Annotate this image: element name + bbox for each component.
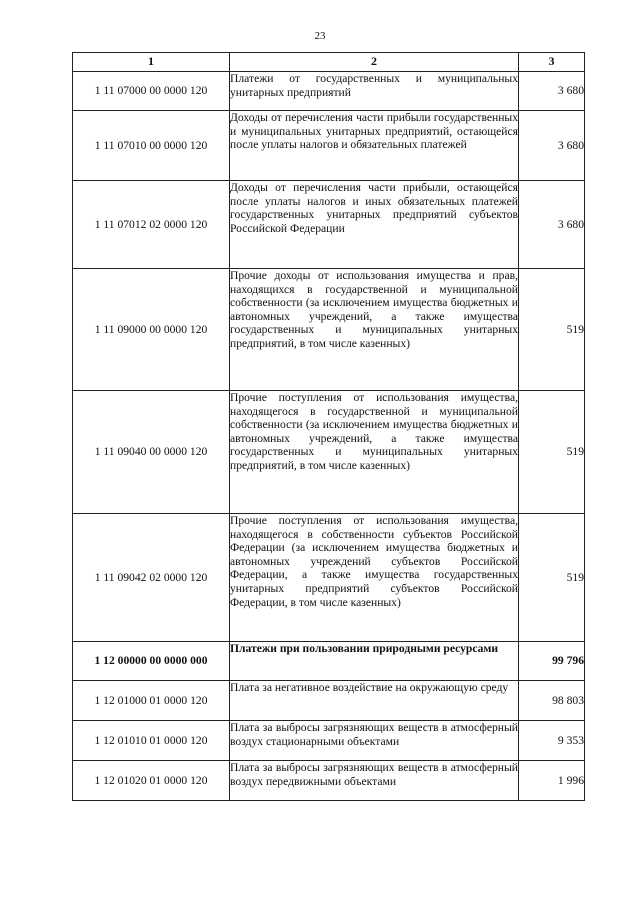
income-name-cell: Прочие поступления от использования имущества, находящегося в государственной и муниципальной собственности (за исключением имущества бюджетных и автономных учреждений, а также имущества государственных и муниципальных унитарных предприятий, в том числе казенных) [230, 391, 519, 514]
table-row [73, 391, 585, 514]
column-header-name: 2 [230, 53, 519, 72]
budget-code-cell: 1 12 01020 01 0000 120 [73, 761, 230, 801]
table-row [73, 721, 585, 761]
budget-code-cell: 1 12 01010 01 0000 120 [73, 721, 230, 761]
table-row [73, 269, 585, 391]
budget-code-cell: 1 11 09042 02 0000 120 [73, 514, 230, 642]
budget-code-cell: 1 11 07012 02 0000 120 [73, 181, 230, 269]
income-name-cell: Платежи от государственных и муниципальных унитарных предприятий [230, 72, 519, 111]
column-header-amount: 3 [519, 53, 585, 72]
income-name-cell: Плата за выбросы загрязняющих веществ в атмосферный воздух передвижными объектами [230, 761, 519, 801]
income-name-cell: Прочие доходы от использования имущества и прав, находящихся в государственной и муниципальной собственности (за исключением имущества бюджетных и автономных учреждений, а также имущества государственных и муниципальных унитарных предприятий, в том числе казенных) [230, 269, 519, 391]
budget-code-cell: 1 11 07010 00 0000 120 [73, 111, 230, 181]
income-name-cell: Плата за выбросы загрязняющих веществ в атмосферный воздух стационарными объектами [230, 721, 519, 761]
amount-cell: 3 680 [519, 111, 585, 181]
budget-code-cell: 1 11 09000 00 0000 120 [73, 269, 230, 391]
table-row [73, 681, 585, 721]
table-row [73, 642, 585, 681]
amount-cell: 1 996 [519, 761, 585, 801]
income-name-cell: Плата за негативное воздействие на окружающую среду [230, 681, 519, 721]
budget-code-cell: 1 11 07000 00 0000 120 [73, 72, 230, 111]
table-row [73, 111, 585, 181]
income-name-cell: Доходы от перечисления части прибыли, остающейся после уплаты налогов и иных обязательных платежей государственных унитарных предприятий субъектов Российской Федерации [230, 181, 519, 269]
income-name-cell: Прочие поступления от использования имущества, находящегося в собственности субъектов Российской Федерации (за исключением имущества бюджетных и автономных учреждений субъектов Российской Федерации, а также имущества государственных унитарных предприятий субъектов Российской Федерации, в том числе казенных) [230, 514, 519, 642]
table-row [73, 181, 585, 269]
amount-cell: 519 [519, 269, 585, 391]
page-number: 23 [314, 30, 326, 42]
income-name-cell: Доходы от перечисления части прибыли государственных и муниципальных унитарных предприятий, остающейся после уплаты налогов и обязательных платежей [230, 111, 519, 181]
amount-cell: 519 [519, 391, 585, 514]
column-header-code: 1 [73, 53, 230, 72]
income-name-cell: Платежи при пользовании природными ресурсами [230, 642, 519, 681]
table-row [73, 514, 585, 642]
budget-table [72, 52, 585, 801]
budget-code-cell: 1 12 00000 00 0000 000 [73, 642, 230, 681]
table-row [73, 72, 585, 111]
table-header-row [73, 53, 585, 72]
amount-cell: 3 680 [519, 72, 585, 111]
budget-code-cell: 1 11 09040 00 0000 120 [73, 391, 230, 514]
amount-cell: 99 796 [519, 642, 585, 681]
table-row [73, 761, 585, 801]
amount-cell: 3 680 [519, 181, 585, 269]
amount-cell: 9 353 [519, 721, 585, 761]
budget-code-cell: 1 12 01000 01 0000 120 [73, 681, 230, 721]
amount-cell: 98 803 [519, 681, 585, 721]
amount-cell: 519 [519, 514, 585, 642]
